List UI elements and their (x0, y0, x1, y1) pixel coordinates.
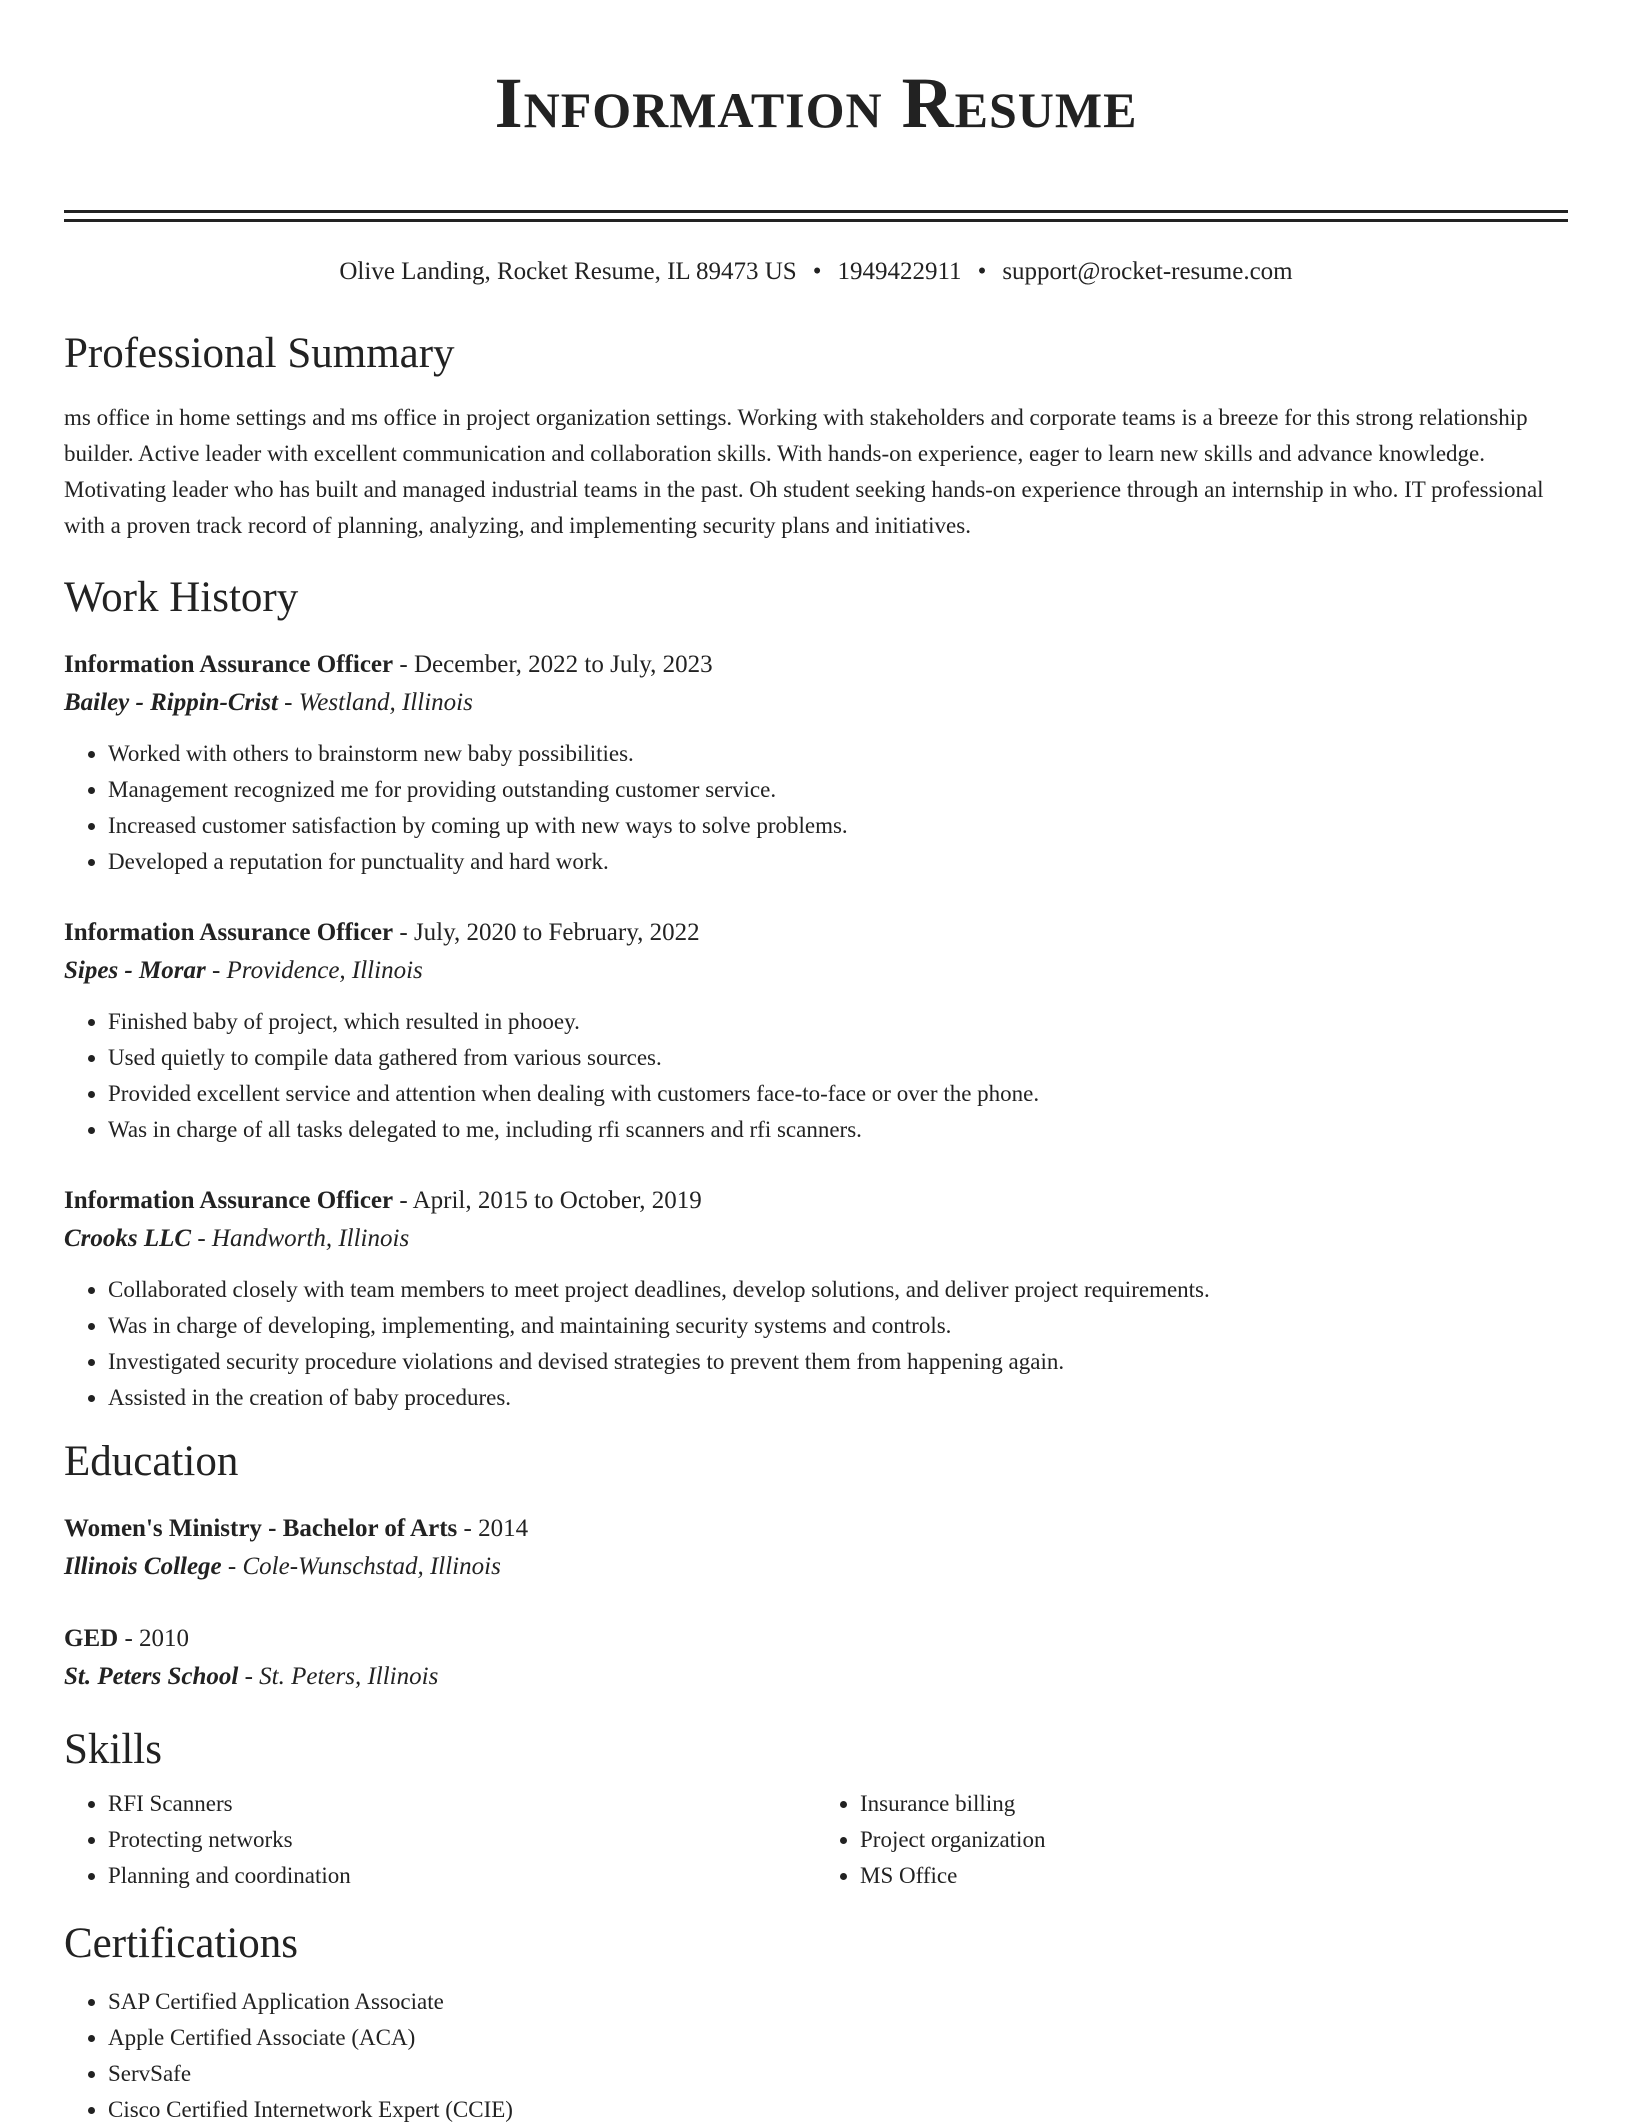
job-header (64, 1182, 1568, 1220)
contact-address: Olive Landing, Rocket Resume, IL 89473 US (339, 258, 797, 285)
skills-heading: Skills (64, 1726, 162, 1773)
contact-phone: 1949422911 (837, 258, 962, 285)
contact-line (64, 256, 1568, 288)
job-bullets (64, 1004, 1568, 1148)
education-header (64, 1620, 1568, 1658)
education-heading: Education (64, 1438, 239, 1485)
job-company: Crooks LLC (64, 1225, 192, 1252)
header-divider-bottom (64, 219, 1568, 222)
education-school-line (64, 1548, 1568, 1586)
education-degree: GED (64, 1625, 119, 1652)
job-bullets (64, 1272, 1568, 1416)
contact-separator: • (977, 258, 987, 285)
job-entry (64, 914, 1568, 1148)
certification-item: • Cisco Certified Internetwork Expert (CCIE) (108, 2092, 1568, 2128)
job-company: Bailey - Rippin-Crist (64, 689, 278, 716)
certification-item: • ServSafe (108, 2056, 1568, 2092)
job-header (64, 646, 1568, 684)
skills-list-right (816, 1786, 1568, 1894)
job-bullet: • Finished baby of project, which resulted in phooey. (108, 1004, 1568, 1040)
education-entry (64, 1620, 1568, 1696)
contact-email[interactable]: support@rocket-resume.com (1002, 258, 1293, 285)
job-title: Information Assurance Officer (64, 1187, 394, 1214)
job-dates: - December, 2022 to July, 2023 (393, 651, 713, 678)
job-title: Information Assurance Officer (64, 651, 394, 678)
job-dates: - July, 2020 to February, 2022 (393, 919, 700, 946)
skill-item: • RFI Scanners (108, 1786, 816, 1822)
education-location: - St. Peters, Illinois (238, 1663, 439, 1690)
resume-name: Information Resume (494, 63, 1138, 143)
job-bullet: • Assisted in the creation of baby procedures. (108, 1380, 1568, 1416)
certification-item: • SAP Certified Application Associate (108, 1984, 1568, 2020)
skill-item: • Protecting networks (108, 1822, 816, 1858)
job-entry (64, 1182, 1568, 1416)
education-year: - 2010 (118, 1625, 190, 1652)
job-bullet: • Management recognized me for providing outstanding customer service. (108, 772, 1568, 808)
skills-list-left (64, 1786, 816, 1894)
education-degree: Women's Ministry - Bachelor of Arts (64, 1515, 458, 1542)
education-school: Illinois College (64, 1553, 222, 1580)
education-header (64, 1510, 1568, 1548)
job-location: - Handworth, Illinois (191, 1225, 410, 1252)
education-school-line (64, 1658, 1568, 1696)
education-school: St. Peters School (64, 1663, 239, 1690)
job-location: - Providence, Illinois (205, 957, 423, 984)
skill-item: • Planning and coordination (108, 1858, 816, 1894)
job-header (64, 914, 1568, 952)
skills-grid (64, 1786, 1568, 1894)
skill-item: • MS Office (860, 1858, 1568, 1894)
job-company-line (64, 1220, 1568, 1258)
job-dates: - April, 2015 to October, 2019 (393, 1187, 702, 1214)
skill-item: • Project organization (860, 1822, 1568, 1858)
job-bullets (64, 736, 1568, 880)
job-bullet: • Was in charge of developing, implementing, and maintaining security systems and controls. (108, 1308, 1568, 1344)
job-bullet: • Collaborated closely with team members to meet project deadlines, develop solutions, and deliver project requirements. (108, 1272, 1568, 1308)
skill-item: • Insurance billing (860, 1786, 1568, 1822)
certifications-heading: Certifications (64, 1920, 299, 1967)
job-company: Sipes - Morar (64, 957, 206, 984)
education-location: - Cole-Wunschstad, Illinois (221, 1553, 501, 1580)
job-title: Information Assurance Officer (64, 919, 394, 946)
job-company-line (64, 952, 1568, 990)
certifications-list (64, 1984, 1568, 2128)
certification-item: • Apple Certified Associate (ACA) (108, 2020, 1568, 2056)
education-entry (64, 1510, 1568, 1586)
job-location: - Westland, Illinois (277, 689, 473, 716)
summary-text: ms office in home settings and ms office in project organization settings. Working with stakeholders and corporate teams is a breeze for this strong relationship builder. Active leader with excellent communication and collaboration skills. With hands-on experience, eager to learn new skills and advance knowledge. Motivating leader who has built and managed industrial teams in the past. Oh student seeking hands-on experience through an internship in who. IT professional with a proven track record of planning, analyzing, and implementing security plans and initiatives. (64, 405, 1544, 538)
job-company-line (64, 684, 1568, 722)
job-bullet: • Was in charge of all tasks delegated to me, including rfi scanners and rfi scanners. (108, 1112, 1568, 1148)
education-year: - 2014 (457, 1515, 529, 1542)
job-bullet: • Investigated security procedure violations and devised strategies to prevent them from happening again. (108, 1344, 1568, 1380)
contact-separator: • (812, 258, 822, 285)
job-bullet: • Developed a reputation for punctuality and hard work. (108, 844, 1568, 880)
header-divider-top (64, 210, 1568, 213)
job-bullet: • Provided excellent service and attention when dealing with customers face-to-face or over the phone. (108, 1076, 1568, 1112)
job-bullet: • Worked with others to brainstorm new baby possibilities. (108, 736, 1568, 772)
job-entry (64, 646, 1568, 880)
job-bullet: • Increased customer satisfaction by coming up with new ways to solve problems. (108, 808, 1568, 844)
job-bullet: • Used quietly to compile data gathered from various sources. (108, 1040, 1568, 1076)
summary-heading: Professional Summary (64, 330, 455, 377)
work-history-heading: Work History (64, 574, 299, 621)
